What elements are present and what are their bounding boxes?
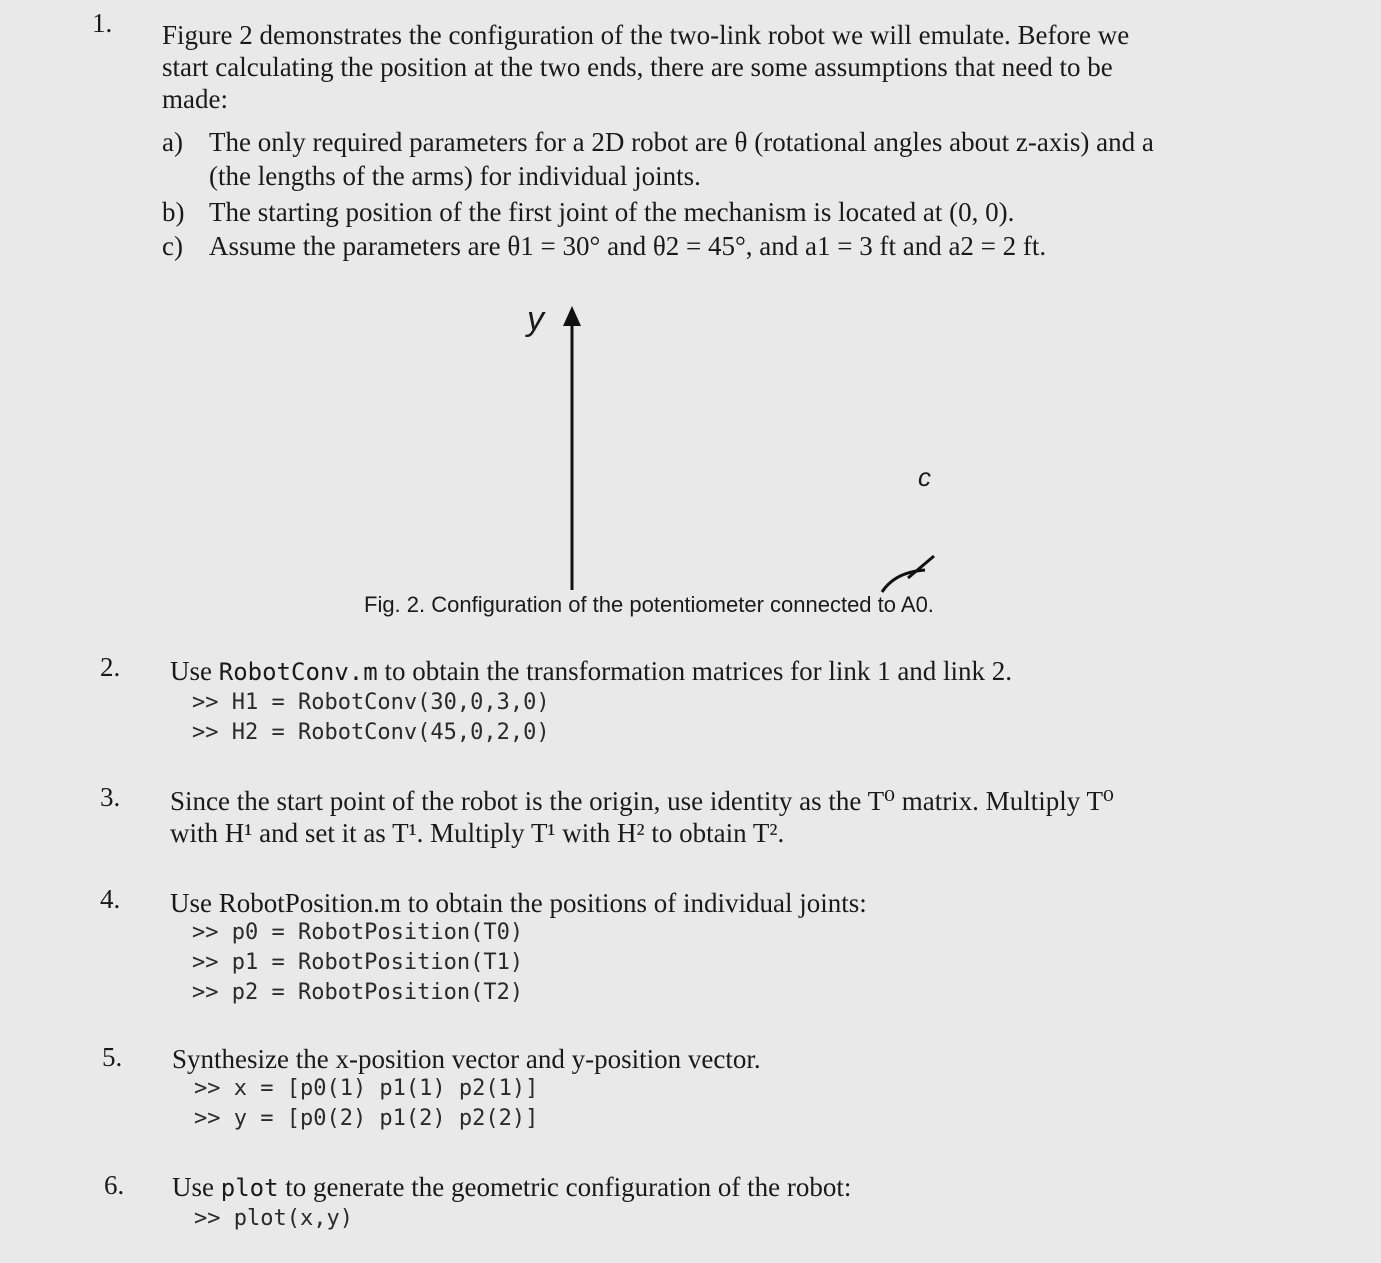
item-2-code-2: >> H2 = RobotConv(45,0,2,0) [192, 720, 550, 745]
item-3-line-1: Since the start point of the robot is the origin, use identity as the T⁰ matrix. Multiply T⁰ [170, 786, 1114, 816]
y-axis-arrowhead [563, 306, 581, 326]
joint-arc [882, 570, 925, 592]
item-6-code-1: >> plot(x,y) [194, 1206, 353, 1231]
item-1-line-1: Figure 2 demonstrates the configuration of the two-link robot we will emulate. Before we [162, 20, 1130, 50]
item-3-number: 3. [100, 782, 121, 812]
item-2-number: 2. [100, 652, 121, 682]
item-1-line-2: start calculating the position at the two ends, there are some assumptions that need to be [162, 52, 1113, 82]
y-axis-label: y [527, 300, 544, 338]
assumption-a-label: a) [162, 127, 183, 157]
item-3-line-2: with H¹ and set it as T¹. Multiply T¹ with H² to obtain T². [170, 818, 785, 848]
assumption-b-label: b) [162, 197, 185, 227]
item-6-inline-code: plot [220, 1174, 279, 1202]
item-6-number: 6. [104, 1170, 125, 1200]
assumption-a-line-2: (the lengths of the arms) for individual joints. [209, 161, 701, 191]
item-5-number: 5. [102, 1042, 123, 1072]
item-4-code-3: >> p2 = RobotPosition(T2) [192, 980, 524, 1005]
item-5-code-1: >> x = [p0(1) p1(1) p2(1)] [194, 1076, 539, 1101]
item-2-code-1: >> H1 = RobotConv(30,0,3,0) [192, 690, 550, 715]
joint-link-stub [908, 556, 934, 578]
item-5-text: Synthesize the x-position vector and y-position vector. [172, 1044, 761, 1074]
assumption-c-text: Assume the parameters are θ1 = 30° and θ2 = 45°, and a1 = 3 ft and a2 = 2 ft. [209, 231, 1047, 261]
item-2-text [170, 654, 1012, 689]
assumption-a-line-1: The only required parameters for a 2D robot are θ (rotational angles about z-axis) and a [209, 127, 1154, 157]
item-6-text-pre: Use [172, 1172, 221, 1202]
item-2-inline-code: RobotConv.m [218, 658, 378, 686]
item-4-number: 4. [100, 884, 121, 914]
item-6-text [172, 1170, 851, 1205]
item-2-text-pre: Use [170, 656, 219, 686]
assumption-b-text: The starting position of the first joint of the mechanism is located at (0, 0). [209, 197, 1015, 227]
item-1-line-3: made: [162, 84, 228, 114]
item-1-number: 1. [92, 8, 113, 38]
item-4-code-1: >> p0 = RobotPosition(T0) [192, 920, 524, 945]
figure-caption: Fig. 2. Configuration of the potentiometer connected to A0. [364, 592, 934, 617]
item-4-text: Use RobotPosition.m to obtain the positions of individual joints: [170, 888, 867, 918]
item-5-code-2: >> y = [p0(2) p1(2) p2(2)] [194, 1106, 539, 1131]
item-4-code-2: >> p1 = RobotPosition(T1) [192, 950, 524, 975]
item-6-text-post: to generate the geometric configuration of the robot: [278, 1172, 852, 1202]
assumption-c-label: c) [162, 231, 183, 261]
c-label: c [918, 462, 931, 492]
item-2-text-post: to obtain the transformation matrices for link 1 and link 2. [377, 656, 1013, 686]
